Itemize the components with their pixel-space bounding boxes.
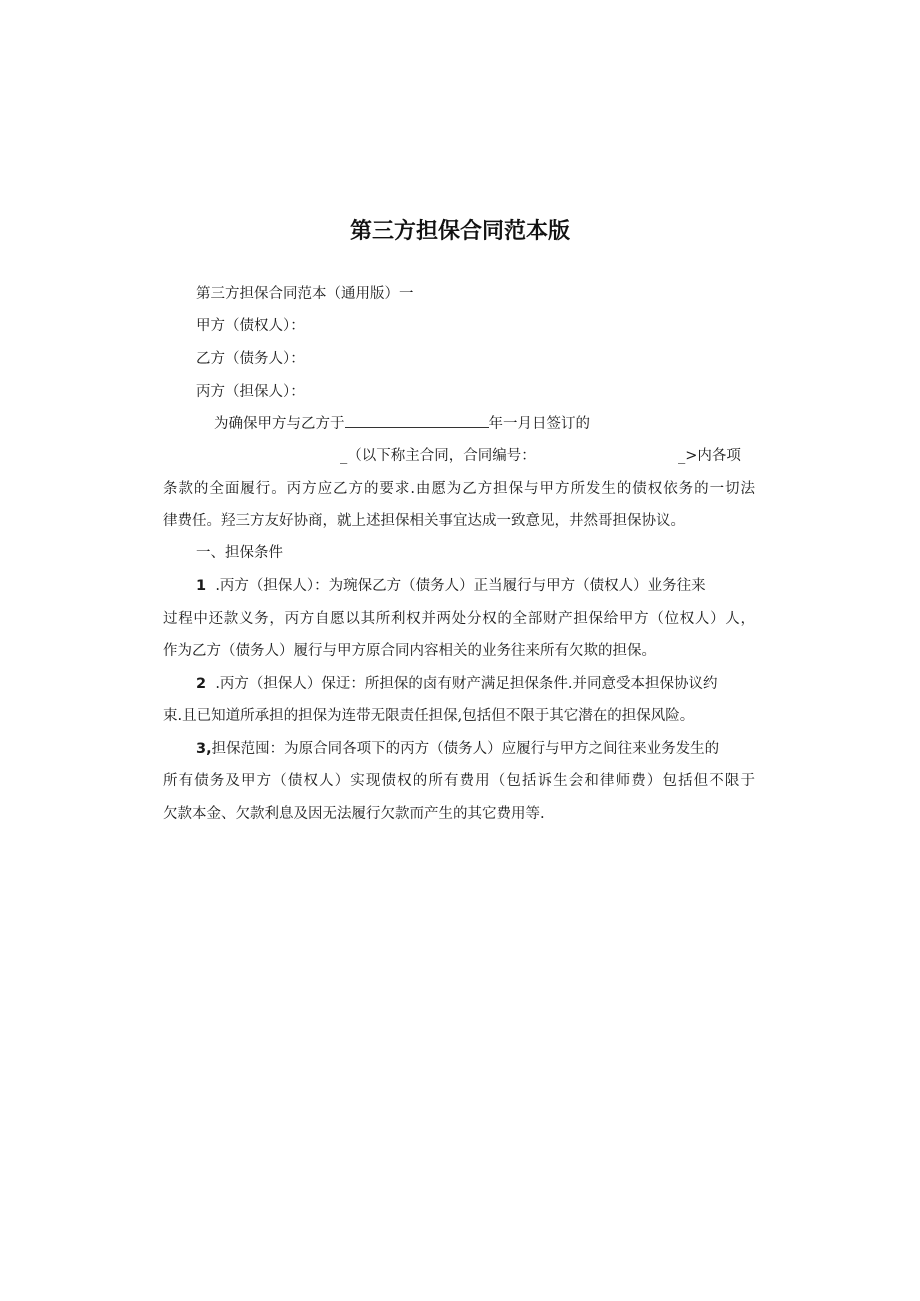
party-creditor: 甲方（债权人）： bbox=[196, 318, 305, 334]
clause-1-line-3: 作为乙方（债务人）履行与甲方原合同内容相关的业务往来所有欠欺的担保。 bbox=[163, 643, 656, 659]
clause-1-line-2: 过程中还款义务，丙方自愿以其所利权并两处分权的全部财产担保给甲方（位权人）人， bbox=[163, 611, 755, 627]
document-subtitle: 第三方担保合同范本（通用版）一 bbox=[196, 286, 414, 302]
preamble-line-1 bbox=[214, 413, 590, 434]
preamble-line-1-end: 年一月日签订的 bbox=[488, 416, 590, 432]
clause-1-line-1-text: .丙方（担保人）：为琬保乙方（债务人）正当履行与甲方（债权人）业务往来 bbox=[215, 578, 706, 594]
party-guarantor: 丙方（担保人）： bbox=[196, 384, 305, 400]
clause-3-line-2: 所有债务及甲方（债权人）实现债权的所有费用（包括诉生会和律师费）包括但不限于 bbox=[163, 773, 755, 789]
preamble-line-3: 条款的全面履行。丙方应乙方的要求.由愿为乙方担保与甲方所发生的债权依务的一切法 bbox=[163, 481, 755, 497]
preamble-line-2-start: _（以下称主合同，合同编号： bbox=[340, 448, 536, 464]
party-debtor: 乙方（债务人）： bbox=[196, 351, 305, 367]
preamble-line-2-end: _>内各项 bbox=[678, 448, 741, 464]
clause-1-number: 1 bbox=[196, 578, 207, 594]
document-title: 第三方担保合同范本版 bbox=[349, 219, 570, 244]
preamble-line-1-start: 为确保甲方与乙方于 bbox=[214, 416, 345, 432]
clause-3-line-1-text: 担保范囤：为原合同各项下的丙方（债务人）应履行与甲方之间往来业务发生的 bbox=[211, 741, 720, 757]
clause-2-line-1-text: .丙方（担保人）保迂：所担保的卤有财产满足担保条件.并同意受本担保协议约 bbox=[215, 676, 718, 692]
preamble-line-4: 律费任。羟三方友好协商，就上述担保相关事宜达成一致意见，井然哥担保协议。 bbox=[163, 513, 685, 529]
date-blank bbox=[345, 413, 489, 428]
section-heading: 一、担保条件 bbox=[196, 545, 283, 561]
clause-3-number: 3, bbox=[196, 741, 212, 757]
clause-3-line-3: 欠款本金、欠款利息及因无法履行欠款而产生的其它费用等. bbox=[163, 806, 545, 822]
clause-2-line-1 bbox=[196, 674, 718, 694]
clause-2-line-2: 束.且已知道所承担的担保为连带无限责任担保,包括但不限于其它潜在的担保风险。 bbox=[163, 708, 695, 724]
clause-2-number: 2 bbox=[196, 676, 207, 692]
clause-3-line-1 bbox=[196, 739, 719, 759]
clause-1-line-1 bbox=[196, 576, 706, 596]
